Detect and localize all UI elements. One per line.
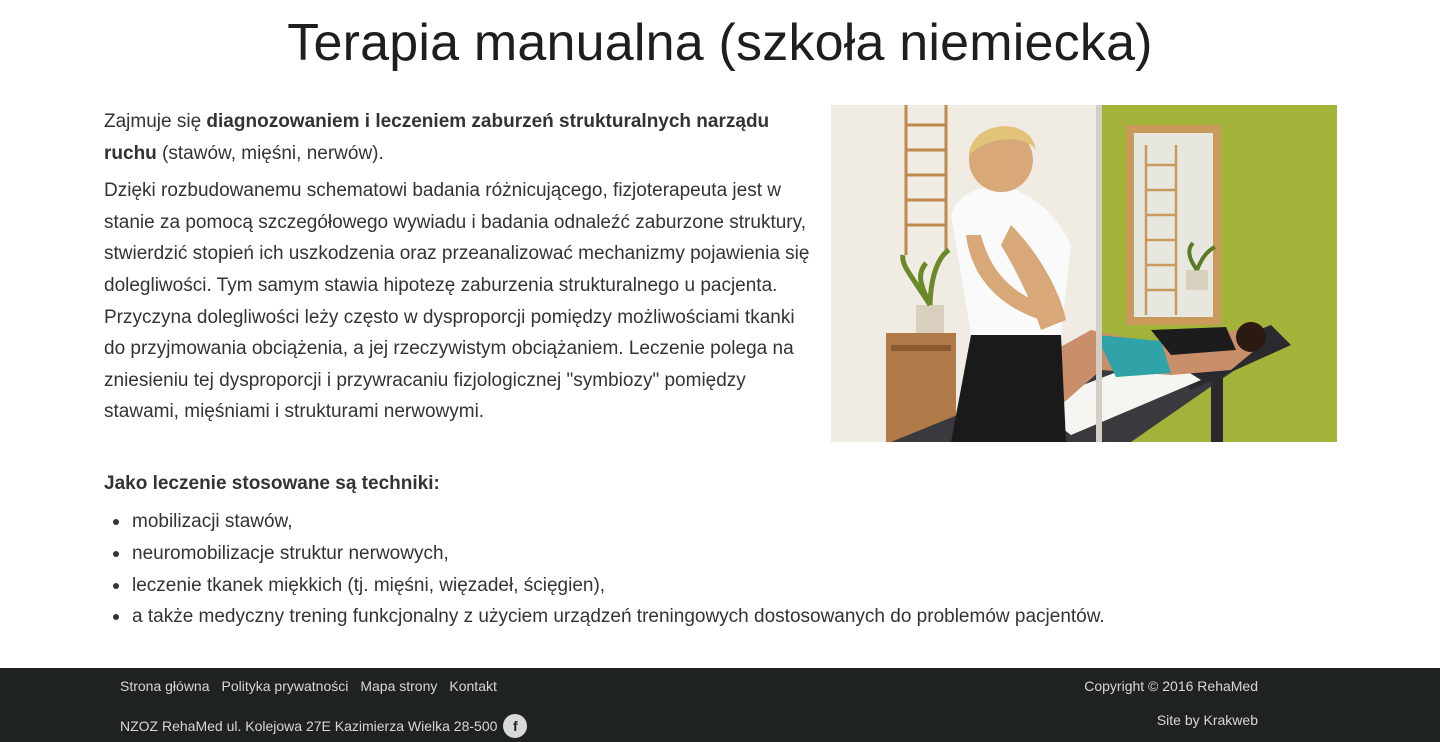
footer-address <box>120 714 527 738</box>
intro-start: Zajmuje się <box>104 111 207 132</box>
footer-nav <box>120 678 497 694</box>
address-text: NZOZ RehaMed ul. Kolejowa 27E Kazimierza Wielka 28-500 <box>120 718 498 734</box>
footer-link-sitemap[interactable]: Mapa strony <box>360 678 438 694</box>
main-content <box>104 106 814 434</box>
list-item: leczenie tkanek miękkich (tj. mięśni, więzadeł, ścięgien), <box>104 570 1304 602</box>
list-item: mobilizacji stawów, <box>104 506 1304 538</box>
therapy-photo <box>831 105 1337 442</box>
intro-paragraph <box>104 106 814 169</box>
footer-link-home[interactable]: Strona główna <box>120 678 210 694</box>
intro-end: (stawów, mięśni, nerwów). <box>156 142 384 164</box>
intro-bold: diagnozowaniem i leczeniem zaburzeń strukturalnych narządu ruchu <box>104 111 770 164</box>
techniques-list <box>104 506 1304 633</box>
therapy-photo-illustration <box>831 105 1337 442</box>
list-item: neuromobilizacje struktur nerwowych, <box>104 538 1304 570</box>
list-item: a także medyczny trening funkcjonalny z użyciem urządzeń treningowych dostosowanych do problemów pacjentów. <box>104 601 1304 633</box>
footer-link-contact[interactable]: Kontakt <box>449 678 497 694</box>
facebook-icon[interactable]: f <box>503 714 527 738</box>
site-by-link[interactable]: Site by Krakweb <box>1156 712 1258 728</box>
footer-link-privacy[interactable]: Polityka prywatności <box>221 678 349 694</box>
description-paragraph: Dzięki rozbudowanemu schematowi badania różnicującego, fizjoterapeuta jest w stanie za pomocą szczegółowego wywiadu i badania odnaleźć zaburzone struktury, stwierdzić stopień ich uszkodzenia oraz przeanalizować mechanizmy pojawienia się dolegliwości. Tym samym stawia hipotezę zaburzenia strukturalnego u pacjenta. Przyczyna dolegliwości leży często w dysproporcji pomiędzy możliwościami tkanki do przyjmowania obciążenia, a jej rzeczywistym obciążaniem. Leczenie polega na zniesieniu tej dysproporcji i przywracaniu fizjologicznej "symbiozy" pomiędzy stawami, mięśniami i strukturami nerwowymi. <box>104 180 810 423</box>
site-footer <box>0 668 1440 742</box>
page-title: Terapia manualna (szkoła niemiecka) <box>287 14 1153 72</box>
copyright: Copyright © 2016 RehaMed <box>1084 678 1258 694</box>
techniques-heading: Jako leczenie stosowane są techniki: <box>104 473 440 494</box>
